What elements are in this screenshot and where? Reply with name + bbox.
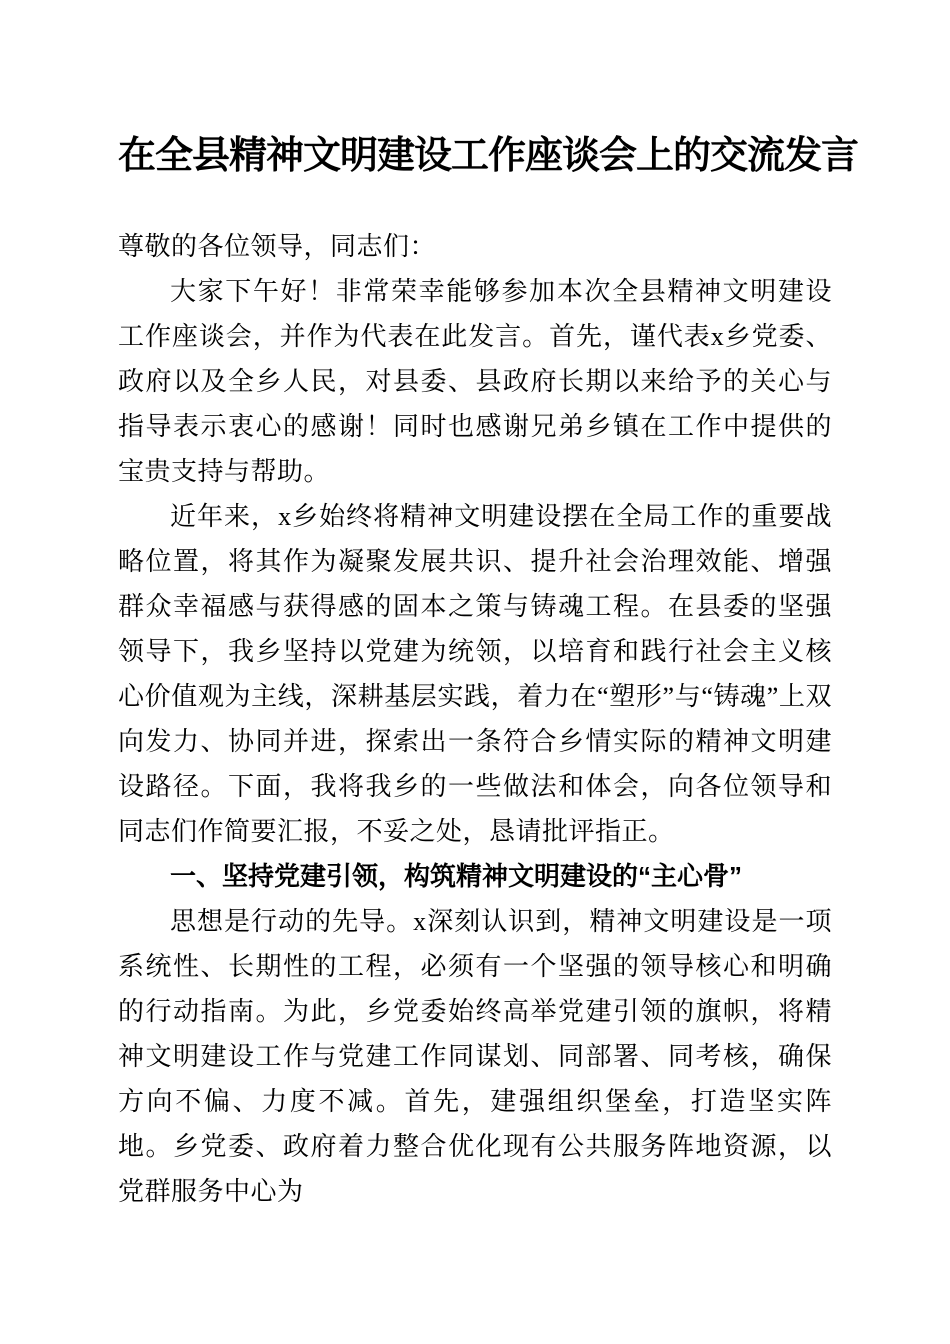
document-title: 在全县精神文明建设工作座谈会上的交流发言 — [118, 135, 859, 177]
paragraph-salutation: 尊敬的各位领导，同志们： — [118, 232, 437, 261]
paragraph-body: 思想是行动的先导。x深刻认识到，精神文明建设是一项系统性、长期性的工程，必须有一个坚强的领导核心和明确的行动指南。为此，乡党委始终高举党建引领的旗帜，将精神文明建设工作与党建工作同谋划、同部署、同考核，确保方向不偏、力度不减。首先，建强组织堡垒，打造坚实阵地。乡党委、政府着力整合优化现有公共服务阵地资源，以党群服务中心为 — [118, 907, 832, 1206]
document-body — [118, 224, 832, 1214]
paragraph-body: 近年来，x乡始终将精神文明建设摆在全局工作的重要战略位置，将其作为凝聚发展共识、提升社会治理效能、增强群众幸福感与获得感的固本之策与铸魂工程。在县委的坚强领导下，我乡坚持以党建为统领，以培育和践行社会主义核心价值观为主线，深耕基层实践，着力在“塑形”与“铸魂”上双向发力、协同并进，探索出一条符合乡情实际的精神文明建设路径。下面，我将我乡的一些做法和体会，向各位领导和同志们作简要汇报，不妥之处，恳请批评指正。 — [118, 502, 832, 846]
paragraph-body: 大家下午好！非常荣幸能够参加本次全县精神文明建设工作座谈会，并作为代表在此发言。首先，谨代表x乡党委、政府以及全乡人民，对县委、县政府长期以来给予的关心与指导表示衷心的感谢！同时也感谢兄弟乡镇在工作中提供的宝贵支持与帮助。 — [118, 277, 832, 486]
paragraph-heading: 一、坚持党建引领，构筑精神文明建设的“主心骨” — [170, 861, 743, 891]
